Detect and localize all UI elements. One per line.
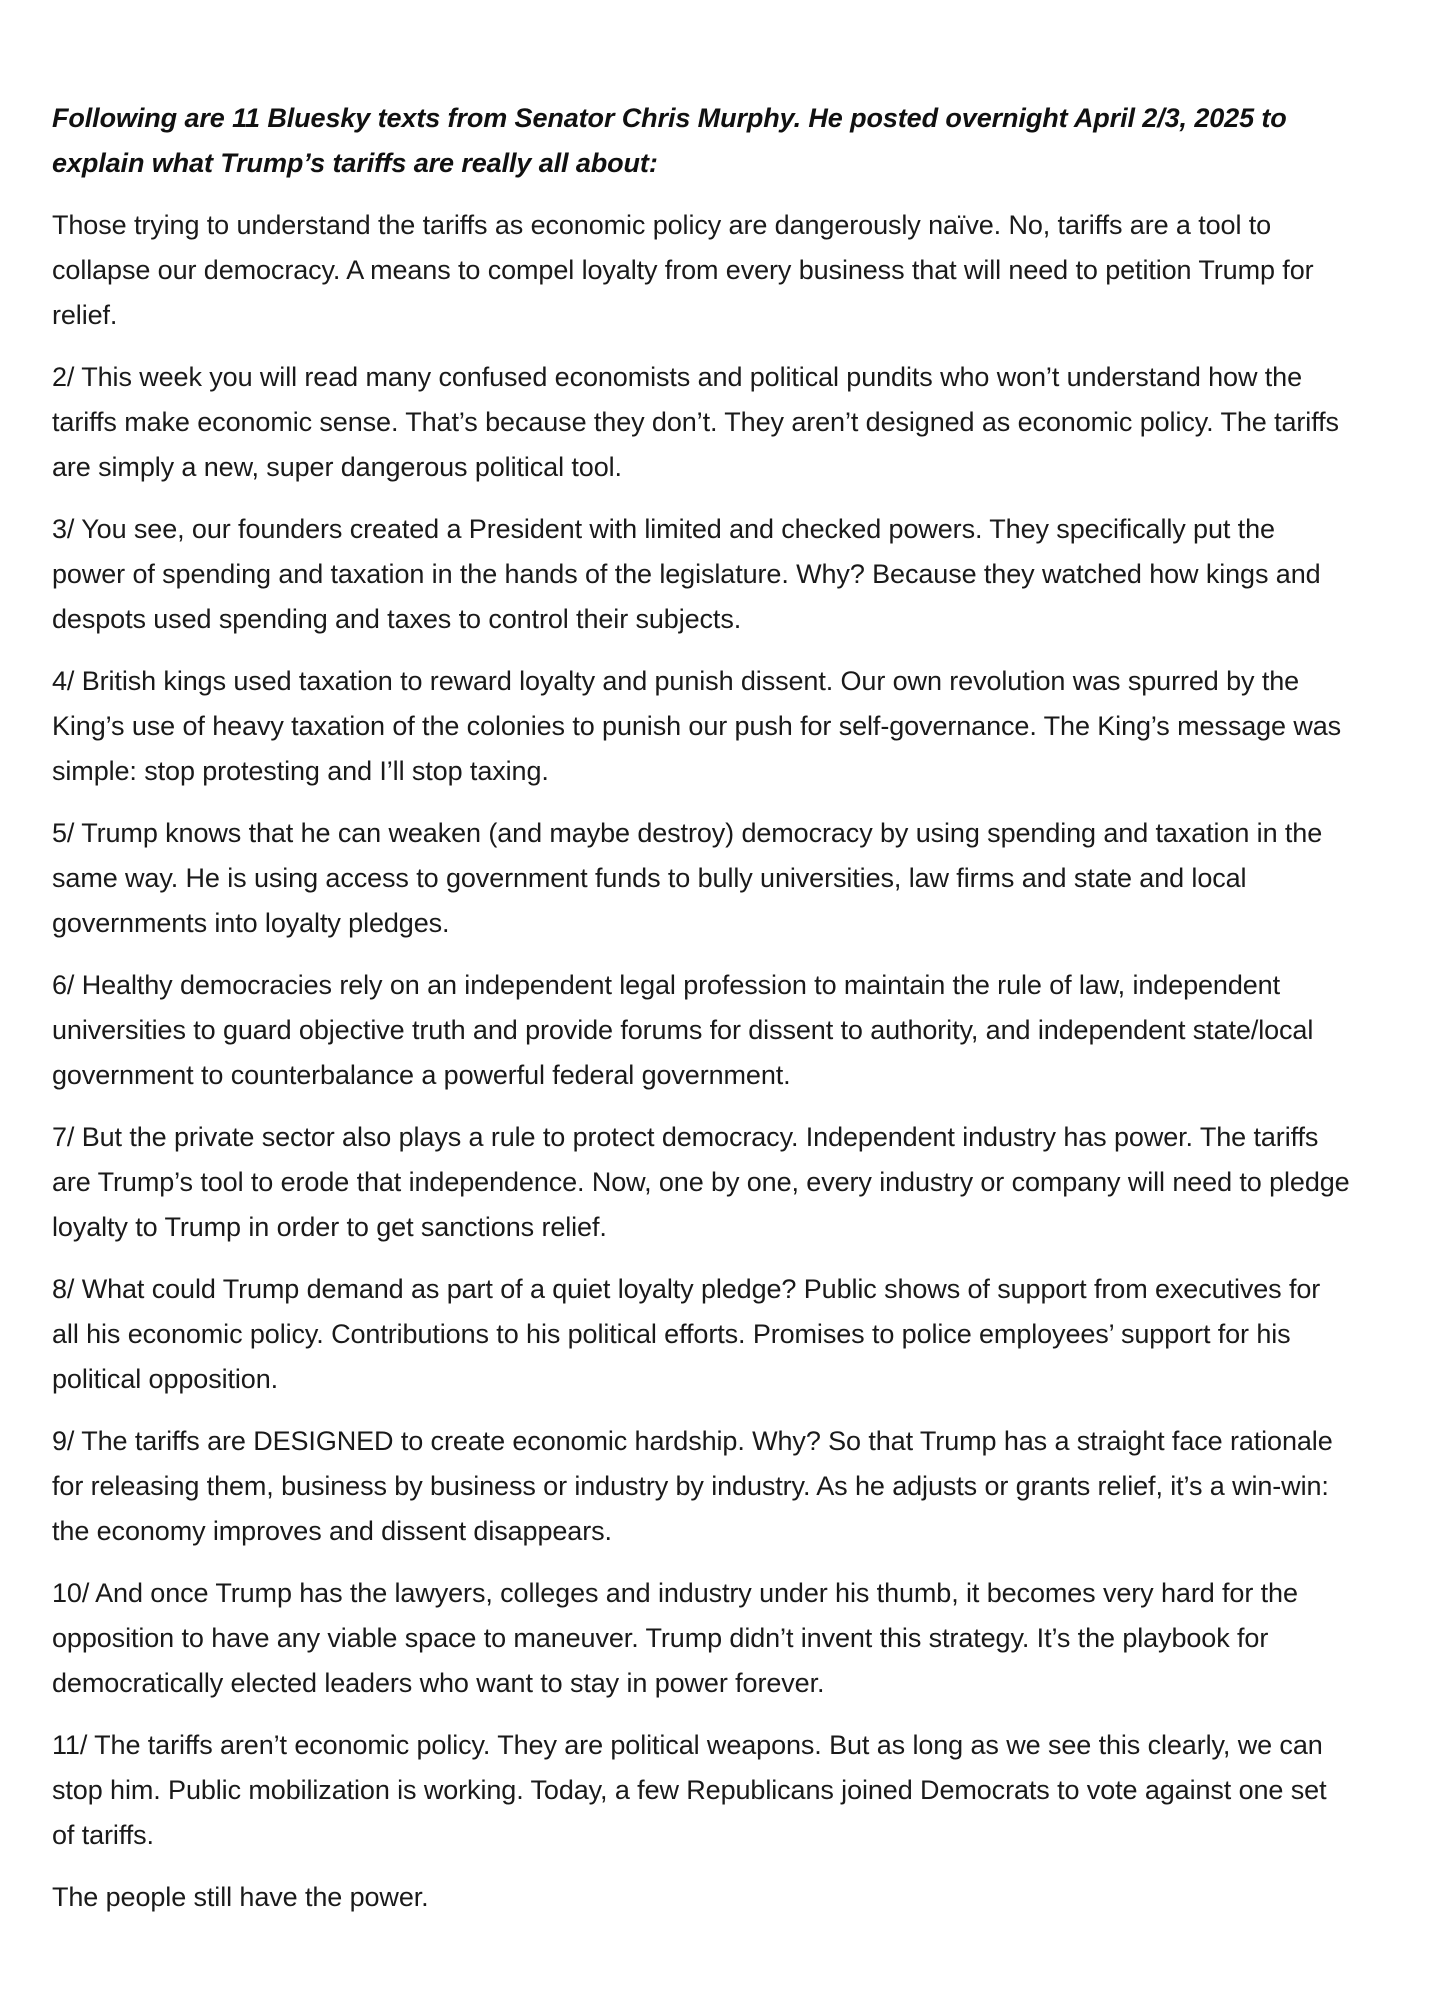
paragraph-4: 4/ British kings used taxation to reward loyalty and punish dissent. Our own revolution was spurred by the King’s use of heavy taxation of the colonies to punish our push for self-governance. The King’s message was simple: stop protesting and I’ll stop taxing.: [52, 666, 1342, 786]
paragraph-11: 11/ The tariffs aren’t economic policy. They are political weapons. But as long as we see this clearly, we can stop him. Public mobilization is working. Today, a few Republicans joined Democrats to vote against one set of tariffs.: [52, 1730, 1327, 1850]
paragraph-9: 9/ The tariffs are DESIGNED to create economic hardship. Why? So that Trump has a straight face rationale for releasing them, business by business or industry by industry. As he adjusts or grants relief, it’s a win-win: the economy improves and dissent disappears.: [52, 1426, 1333, 1546]
document-body: [52, 96, 1352, 1937]
paragraph-10: 10/ And once Trump has the lawyers, colleges and industry under his thumb, it becomes very hard for the opposition to have any viable space to maneuver. Trump didn’t invent this strategy. It’s the playbook for democratically elected leaders who want to stay in power forever.: [52, 1578, 1298, 1698]
paragraph-2: 2/ This week you will read many confused economists and political pundits who won’t understand how the tariffs make economic sense. That’s because they don’t. They aren’t designed as economic policy. The tariffs are simply a new, super dangerous political tool.: [52, 362, 1339, 482]
document-heading: Following are 11 Bluesky texts from Senator Chris Murphy. He posted overnight April 2/3, 2025 to explain what Trump’s tariffs are really all about:: [52, 103, 1287, 178]
paragraph-7: 7/ But the private sector also plays a rule to protect democracy. Independent industry has power. The tariffs are Trump’s tool to erode that independence. Now, one by one, every industry or company will need to pledge loyalty to Trump in order to get sanctions relief.: [52, 1122, 1350, 1242]
closing-line: The people still have the power.: [52, 1882, 429, 1912]
paragraph-3: 3/ You see, our founders created a President with limited and checked powers. They specifically put the power of spending and taxation in the hands of the legislature. Why? Because they watched how kings and despots used spending and taxes to control their subjects.: [52, 514, 1321, 634]
paragraph-8: 8/ What could Trump demand as part of a quiet loyalty pledge? Public shows of support from executives for all his economic policy. Contributions to his political efforts. Promises to police employees’ support for his political opposition.: [52, 1274, 1321, 1394]
paragraph-6: 6/ Healthy democracies rely on an independent legal profession to maintain the rule of law, independent universities to guard objective truth and provide forums for dissent to authority, and independent state/local government to counterbalance a powerful federal government.: [52, 970, 1314, 1090]
paragraph-5: 5/ Trump knows that he can weaken (and maybe destroy) democracy by using spending and taxation in the same way. He is using access to government funds to bully universities, law firms and state and local governments into loyalty pledges.: [52, 818, 1323, 938]
paragraph-intro: Those trying to understand the tariffs as economic policy are dangerously naïve. No, tariffs are a tool to collapse our democracy. A means to compel loyalty from every business that will need to petition Trump for relief.: [52, 210, 1314, 330]
